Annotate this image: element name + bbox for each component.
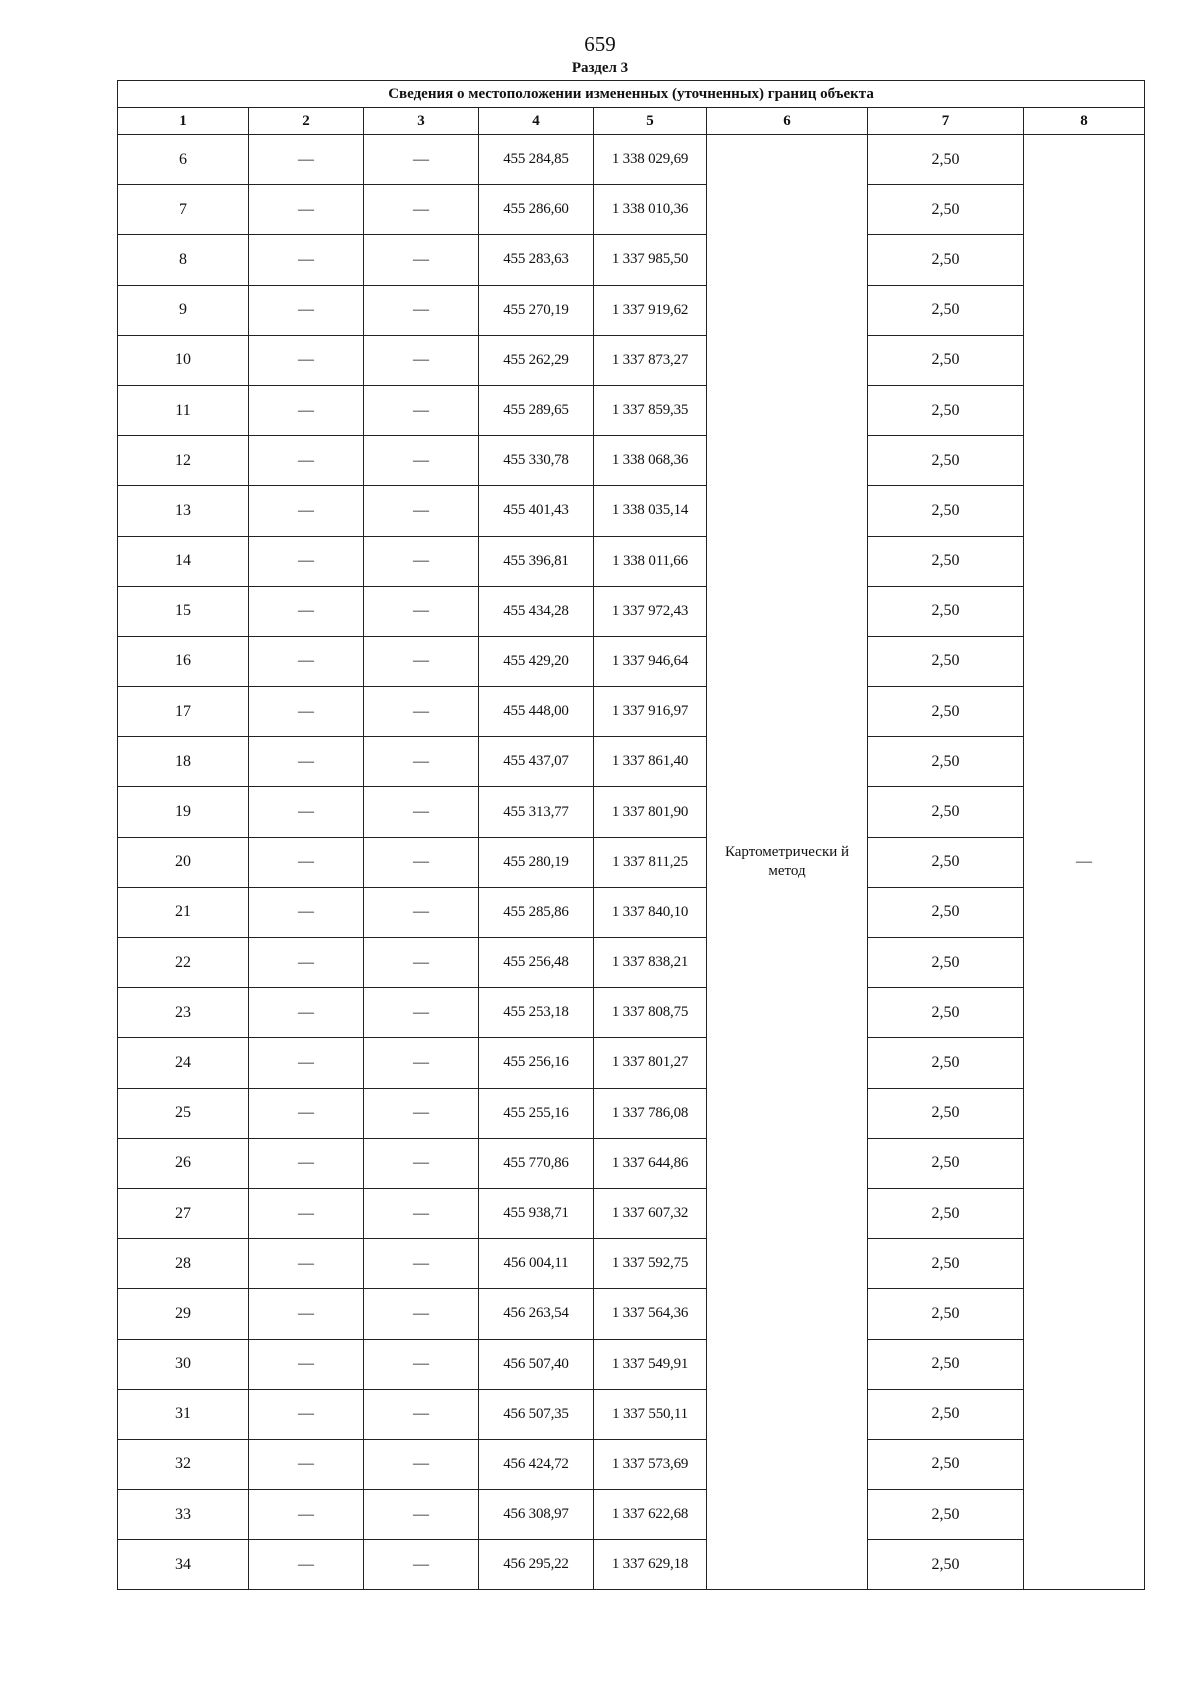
table-row bbox=[118, 1339, 1145, 1389]
dash-cell: — bbox=[249, 938, 364, 988]
point-number-cell: 6 bbox=[118, 135, 249, 185]
dash-cell: — bbox=[364, 586, 479, 636]
dash-cell: — bbox=[249, 1038, 364, 1088]
dash-cell: — bbox=[249, 1389, 364, 1439]
point-number-cell: 14 bbox=[118, 536, 249, 586]
y-coordinate-cell: 1 338 035,14 bbox=[594, 486, 707, 536]
point-number-cell: 8 bbox=[118, 235, 249, 285]
dash-cell: — bbox=[249, 1490, 364, 1540]
table-row bbox=[118, 887, 1145, 937]
dash-cell: — bbox=[364, 938, 479, 988]
dash-cell: — bbox=[364, 1138, 479, 1188]
dash-cell: — bbox=[249, 837, 364, 887]
dash-cell: — bbox=[249, 486, 364, 536]
y-coordinate-cell: 1 337 622,68 bbox=[594, 1490, 707, 1540]
table-row bbox=[118, 787, 1145, 837]
point-number-cell: 34 bbox=[118, 1540, 249, 1590]
dash-cell: — bbox=[364, 1339, 479, 1389]
column-number: 8 bbox=[1024, 108, 1145, 135]
y-coordinate-cell: 1 337 808,75 bbox=[594, 988, 707, 1038]
accuracy-cell: 2,50 bbox=[868, 135, 1024, 185]
table-row bbox=[118, 1540, 1145, 1590]
column-number: 6 bbox=[707, 108, 868, 135]
table-row bbox=[118, 135, 1145, 185]
dash-cell: — bbox=[249, 235, 364, 285]
dash-cell: — bbox=[249, 1088, 364, 1138]
dash-cell: — bbox=[364, 1439, 479, 1489]
dash-cell: — bbox=[249, 385, 364, 435]
table-row bbox=[118, 235, 1145, 285]
accuracy-cell: 2,50 bbox=[868, 1038, 1024, 1088]
accuracy-cell: 2,50 bbox=[868, 436, 1024, 486]
y-coordinate-cell: 1 337 840,10 bbox=[594, 887, 707, 937]
dash-cell: — bbox=[249, 787, 364, 837]
x-coordinate-cell: 455 256,48 bbox=[479, 938, 594, 988]
table-row bbox=[118, 586, 1145, 636]
column-number: 4 bbox=[479, 108, 594, 135]
table-row bbox=[118, 1188, 1145, 1238]
table-row bbox=[118, 1088, 1145, 1138]
dash-cell: — bbox=[249, 636, 364, 686]
accuracy-cell: 2,50 bbox=[868, 636, 1024, 686]
table-row bbox=[118, 1239, 1145, 1289]
dash-cell: — bbox=[364, 235, 479, 285]
point-number-cell: 27 bbox=[118, 1188, 249, 1238]
dash-cell: — bbox=[364, 1289, 479, 1339]
point-number-cell: 23 bbox=[118, 988, 249, 1038]
x-coordinate-cell: 455 280,19 bbox=[479, 837, 594, 887]
table-row bbox=[118, 1138, 1145, 1188]
dash-cell: — bbox=[249, 1289, 364, 1339]
point-number-cell: 18 bbox=[118, 737, 249, 787]
point-number-cell: 11 bbox=[118, 385, 249, 435]
dash-cell: — bbox=[249, 1339, 364, 1389]
point-number-cell: 16 bbox=[118, 636, 249, 686]
point-number-cell: 29 bbox=[118, 1289, 249, 1339]
accuracy-cell: 2,50 bbox=[868, 235, 1024, 285]
y-coordinate-cell: 1 337 607,32 bbox=[594, 1188, 707, 1238]
dash-cell: — bbox=[249, 185, 364, 235]
accuracy-cell: 2,50 bbox=[868, 1289, 1024, 1339]
point-number-cell: 10 bbox=[118, 335, 249, 385]
point-number-cell: 17 bbox=[118, 687, 249, 737]
point-number-cell: 22 bbox=[118, 938, 249, 988]
x-coordinate-cell: 456 263,54 bbox=[479, 1289, 594, 1339]
y-coordinate-cell: 1 337 838,21 bbox=[594, 938, 707, 988]
accuracy-cell: 2,50 bbox=[868, 938, 1024, 988]
dash-cell: — bbox=[249, 687, 364, 737]
dash-cell: — bbox=[364, 1490, 479, 1540]
table-row bbox=[118, 737, 1145, 787]
x-coordinate-cell: 456 507,35 bbox=[479, 1389, 594, 1439]
y-coordinate-cell: 1 337 861,40 bbox=[594, 737, 707, 787]
y-coordinate-cell: 1 337 549,91 bbox=[594, 1339, 707, 1389]
y-coordinate-cell: 1 338 029,69 bbox=[594, 135, 707, 185]
accuracy-cell: 2,50 bbox=[868, 385, 1024, 435]
dash-cell: — bbox=[249, 887, 364, 937]
x-coordinate-cell: 455 448,00 bbox=[479, 687, 594, 737]
dash-cell: — bbox=[249, 285, 364, 335]
y-coordinate-cell: 1 337 972,43 bbox=[594, 586, 707, 636]
x-coordinate-cell: 455 770,86 bbox=[479, 1138, 594, 1188]
y-coordinate-cell: 1 337 801,27 bbox=[594, 1038, 707, 1088]
dash-cell: — bbox=[364, 185, 479, 235]
column-number: 2 bbox=[249, 108, 364, 135]
page-number: 659 bbox=[584, 32, 616, 56]
y-coordinate-cell: 1 337 916,97 bbox=[594, 687, 707, 737]
x-coordinate-cell: 455 429,20 bbox=[479, 636, 594, 686]
accuracy-cell: 2,50 bbox=[868, 687, 1024, 737]
y-coordinate-cell: 1 337 644,86 bbox=[594, 1138, 707, 1188]
dash-cell: — bbox=[364, 1389, 479, 1439]
point-number-cell: 19 bbox=[118, 787, 249, 837]
y-coordinate-cell: 1 337 550,11 bbox=[594, 1389, 707, 1439]
accuracy-cell: 2,50 bbox=[868, 536, 1024, 586]
accuracy-cell: 2,50 bbox=[868, 1088, 1024, 1138]
table-row bbox=[118, 687, 1145, 737]
dash-cell: — bbox=[249, 988, 364, 1038]
dash-cell: — bbox=[364, 1188, 479, 1238]
table-row bbox=[118, 285, 1145, 335]
x-coordinate-cell: 456 507,40 bbox=[479, 1339, 594, 1389]
column-8-cell: — bbox=[1024, 135, 1145, 1590]
y-coordinate-cell: 1 337 811,25 bbox=[594, 837, 707, 887]
dash-cell: — bbox=[249, 1439, 364, 1489]
dash-cell: — bbox=[364, 988, 479, 1038]
x-coordinate-cell: 456 424,72 bbox=[479, 1439, 594, 1489]
point-number-cell: 7 bbox=[118, 185, 249, 235]
dash-cell: — bbox=[364, 436, 479, 486]
dash-cell: — bbox=[364, 837, 479, 887]
x-coordinate-cell: 456 308,97 bbox=[479, 1490, 594, 1540]
dash-cell: — bbox=[364, 285, 479, 335]
x-coordinate-cell: 455 285,86 bbox=[479, 887, 594, 937]
table-row bbox=[118, 335, 1145, 385]
dash-cell: — bbox=[364, 1088, 479, 1138]
table-row bbox=[118, 1038, 1145, 1088]
y-coordinate-cell: 1 337 946,64 bbox=[594, 636, 707, 686]
accuracy-cell: 2,50 bbox=[868, 1138, 1024, 1188]
accuracy-cell: 2,50 bbox=[868, 185, 1024, 235]
y-coordinate-cell: 1 337 985,50 bbox=[594, 235, 707, 285]
point-number-cell: 31 bbox=[118, 1389, 249, 1439]
column-number: 3 bbox=[364, 108, 479, 135]
table-row bbox=[118, 988, 1145, 1038]
table-row bbox=[118, 385, 1145, 435]
accuracy-cell: 2,50 bbox=[868, 335, 1024, 385]
accuracy-cell: 2,50 bbox=[868, 787, 1024, 837]
y-coordinate-cell: 1 337 564,36 bbox=[594, 1289, 707, 1339]
point-number-cell: 28 bbox=[118, 1239, 249, 1289]
point-number-cell: 32 bbox=[118, 1439, 249, 1489]
point-number-cell: 12 bbox=[118, 436, 249, 486]
table-row bbox=[118, 837, 1145, 887]
dash-cell: — bbox=[249, 737, 364, 787]
y-coordinate-cell: 1 337 786,08 bbox=[594, 1088, 707, 1138]
dash-cell: — bbox=[364, 536, 479, 586]
table-row bbox=[118, 636, 1145, 686]
table-caption: Сведения о местоположении измененных (уточненных) границ объекта bbox=[118, 81, 1145, 108]
dash-cell: — bbox=[364, 737, 479, 787]
table-row bbox=[118, 185, 1145, 235]
point-number-cell: 30 bbox=[118, 1339, 249, 1389]
accuracy-cell: 2,50 bbox=[868, 486, 1024, 536]
column-number-row bbox=[118, 108, 1145, 135]
x-coordinate-cell: 455 938,71 bbox=[479, 1188, 594, 1238]
x-coordinate-cell: 455 330,78 bbox=[479, 436, 594, 486]
table-body bbox=[118, 135, 1145, 1590]
table-row bbox=[118, 938, 1145, 988]
accuracy-cell: 2,50 bbox=[868, 1540, 1024, 1590]
dash-cell: — bbox=[249, 335, 364, 385]
accuracy-cell: 2,50 bbox=[868, 1239, 1024, 1289]
table-row bbox=[118, 1289, 1145, 1339]
dash-cell: — bbox=[364, 636, 479, 686]
accuracy-cell: 2,50 bbox=[868, 737, 1024, 787]
dash-cell: — bbox=[364, 385, 479, 435]
x-coordinate-cell: 455 396,81 bbox=[479, 536, 594, 586]
column-number: 7 bbox=[868, 108, 1024, 135]
accuracy-cell: 2,50 bbox=[868, 887, 1024, 937]
point-number-cell: 13 bbox=[118, 486, 249, 536]
dash-cell: — bbox=[249, 586, 364, 636]
y-coordinate-cell: 1 337 801,90 bbox=[594, 787, 707, 837]
dash-cell: — bbox=[364, 335, 479, 385]
point-number-cell: 20 bbox=[118, 837, 249, 887]
table-row bbox=[118, 436, 1145, 486]
y-coordinate-cell: 1 338 010,36 bbox=[594, 185, 707, 235]
x-coordinate-cell: 455 313,77 bbox=[479, 787, 594, 837]
section-title: Раздел 3 bbox=[571, 60, 629, 76]
dash-cell: — bbox=[364, 887, 479, 937]
dash-cell: — bbox=[364, 1239, 479, 1289]
x-coordinate-cell: 455 284,85 bbox=[479, 135, 594, 185]
point-number-cell: 33 bbox=[118, 1490, 249, 1540]
x-coordinate-cell: 455 270,19 bbox=[479, 285, 594, 335]
y-coordinate-cell: 1 338 068,36 bbox=[594, 436, 707, 486]
dash-cell: — bbox=[249, 436, 364, 486]
dash-cell: — bbox=[249, 536, 364, 586]
point-number-cell: 25 bbox=[118, 1088, 249, 1138]
dash-cell: — bbox=[364, 1540, 479, 1590]
dash-cell: — bbox=[249, 1540, 364, 1590]
y-coordinate-cell: 1 337 873,27 bbox=[594, 335, 707, 385]
table-row bbox=[118, 1389, 1145, 1439]
point-number-cell: 24 bbox=[118, 1038, 249, 1088]
x-coordinate-cell: 455 401,43 bbox=[479, 486, 594, 536]
y-coordinate-cell: 1 337 592,75 bbox=[594, 1239, 707, 1289]
accuracy-cell: 2,50 bbox=[868, 1439, 1024, 1489]
y-coordinate-cell: 1 337 859,35 bbox=[594, 385, 707, 435]
dash-cell: — bbox=[249, 1239, 364, 1289]
x-coordinate-cell: 456 295,22 bbox=[479, 1540, 594, 1590]
dash-cell: — bbox=[249, 1138, 364, 1188]
dash-cell: — bbox=[364, 787, 479, 837]
point-number-cell: 26 bbox=[118, 1138, 249, 1188]
y-coordinate-cell: 1 337 573,69 bbox=[594, 1439, 707, 1489]
point-number-cell: 15 bbox=[118, 586, 249, 636]
accuracy-cell: 2,50 bbox=[868, 285, 1024, 335]
x-coordinate-cell: 455 437,07 bbox=[479, 737, 594, 787]
point-number-cell: 21 bbox=[118, 887, 249, 937]
x-coordinate-cell: 455 255,16 bbox=[479, 1088, 594, 1138]
x-coordinate-cell: 455 256,16 bbox=[479, 1038, 594, 1088]
x-coordinate-cell: 455 434,28 bbox=[479, 586, 594, 636]
accuracy-cell: 2,50 bbox=[868, 1188, 1024, 1238]
accuracy-cell: 2,50 bbox=[868, 837, 1024, 887]
x-coordinate-cell: 455 286,60 bbox=[479, 185, 594, 235]
accuracy-cell: 2,50 bbox=[868, 1339, 1024, 1389]
dash-cell: — bbox=[249, 135, 364, 185]
dash-cell: — bbox=[364, 1038, 479, 1088]
accuracy-cell: 2,50 bbox=[868, 1490, 1024, 1540]
table-row bbox=[118, 1490, 1145, 1540]
point-number-cell: 9 bbox=[118, 285, 249, 335]
accuracy-cell: 2,50 bbox=[868, 586, 1024, 636]
x-coordinate-cell: 455 253,18 bbox=[479, 988, 594, 1038]
y-coordinate-cell: 1 337 629,18 bbox=[594, 1540, 707, 1590]
dash-cell: — bbox=[364, 135, 479, 185]
accuracy-cell: 2,50 bbox=[868, 1389, 1024, 1439]
dash-cell: — bbox=[364, 687, 479, 737]
x-coordinate-cell: 455 262,29 bbox=[479, 335, 594, 385]
y-coordinate-cell: 1 337 919,62 bbox=[594, 285, 707, 335]
dash-cell: — bbox=[364, 486, 479, 536]
x-coordinate-cell: 455 289,65 bbox=[479, 385, 594, 435]
column-number: 5 bbox=[594, 108, 707, 135]
accuracy-cell: 2,50 bbox=[868, 988, 1024, 1038]
table-row bbox=[118, 1439, 1145, 1489]
x-coordinate-cell: 455 283,63 bbox=[479, 235, 594, 285]
dash-cell: — bbox=[249, 1188, 364, 1238]
x-coordinate-cell: 456 004,11 bbox=[479, 1239, 594, 1289]
table-row bbox=[118, 536, 1145, 586]
method-cell: Картометрически й метод bbox=[707, 135, 868, 1590]
boundary-coordinates-table bbox=[117, 80, 1145, 1590]
table-row bbox=[118, 486, 1145, 536]
column-number: 1 bbox=[118, 108, 249, 135]
y-coordinate-cell: 1 338 011,66 bbox=[594, 536, 707, 586]
